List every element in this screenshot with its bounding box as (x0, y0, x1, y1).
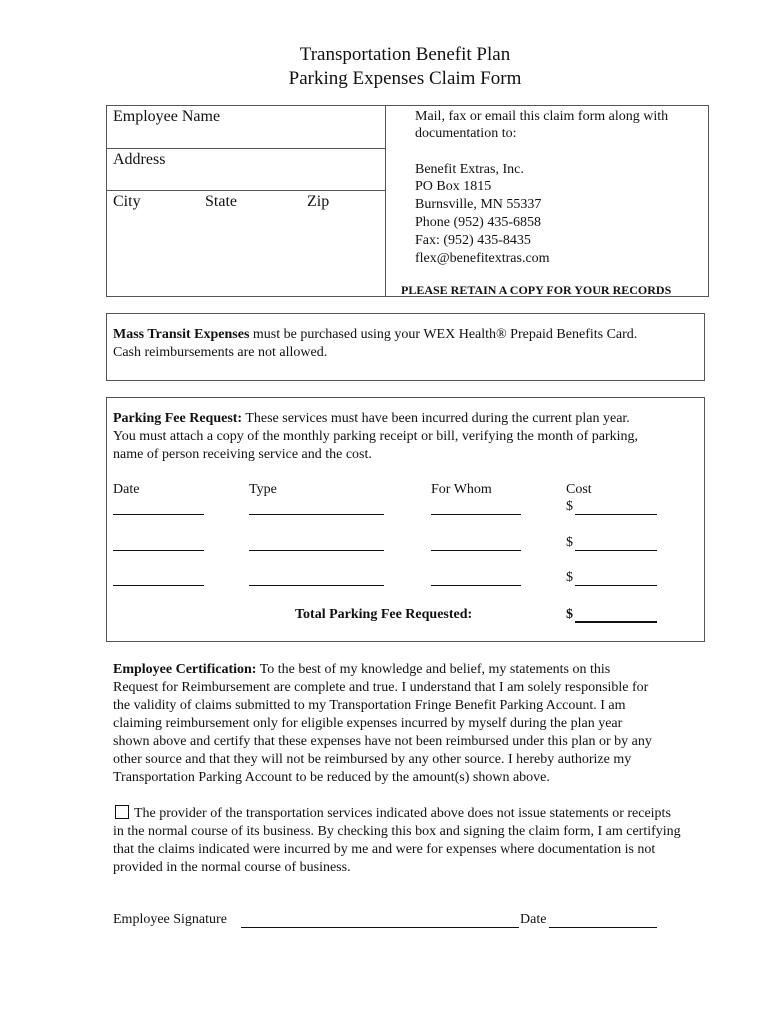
provider-line: in the normal course of its business. By checking this box and signing the claim form, I am certifying (113, 824, 681, 839)
parking-fee-text (113, 410, 703, 464)
cost-input-1[interactable] (575, 514, 657, 515)
mass-transit-line2: Cash reimbursements are not allowed. (113, 345, 328, 360)
certification-heading: Employee Certification: (113, 662, 257, 677)
date-input-2[interactable] (113, 550, 204, 551)
cert-line: claiming reimbursement only for eligible expenses incurred by myself during the plan year (113, 716, 623, 731)
parking-line3: name of person receiving service and the cost. (113, 447, 372, 462)
certification-text (113, 661, 753, 787)
currency-symbol: $ (566, 535, 573, 550)
mass-transit-heading: Mass Transit Expenses (113, 327, 250, 342)
address-field[interactable]: Address (113, 151, 166, 168)
total-input[interactable] (575, 621, 657, 623)
parking-fee-heading: Parking Fee Request: (113, 411, 243, 426)
currency-symbol: $ (566, 499, 573, 514)
company-name: Benefit Extras, Inc. (415, 162, 524, 177)
currency-symbol: $ (566, 607, 573, 622)
type-input-2[interactable] (249, 550, 384, 551)
for-whom-input-3[interactable] (431, 585, 521, 586)
total-label: Total Parking Fee Requested: (295, 607, 473, 622)
city-field[interactable]: City (113, 193, 141, 210)
cert-line: the validity of claims submitted to my Transportation Fringe Benefit Parking Account. I am (113, 698, 626, 713)
date-input-3[interactable] (113, 585, 204, 586)
form-subtitle: Parking Expenses Claim Form (288, 68, 522, 89)
fax: Fax: (952) 435-8435 (415, 233, 531, 248)
for-whom-input-1[interactable] (431, 514, 521, 515)
retain-notice: PLEASE RETAIN A COPY FOR YOUR RECORDS (401, 283, 672, 297)
po-box: PO Box 1815 (415, 179, 492, 194)
signature-label: Employee Signature (113, 912, 227, 927)
mail-instructions-2: documentation to: (415, 126, 517, 141)
form-title: Transportation Benefit Plan (299, 44, 511, 65)
mail-instructions: Mail, fax or email this claim form along with (415, 109, 669, 124)
employee-name-field[interactable]: Employee Name (113, 108, 221, 125)
contact-divider (385, 105, 386, 297)
cert-line: shown above and certify that these expenses have not been reimbursed under this plan or by any (113, 734, 652, 749)
row-divider (106, 190, 385, 191)
col-cost-header: Cost (566, 482, 592, 497)
cert-line: To the best of my knowledge and belief, my statements on this (256, 662, 611, 677)
state-field[interactable]: State (205, 193, 237, 210)
mass-transit-text (113, 326, 703, 362)
signature-input[interactable] (241, 927, 519, 928)
parking-line1: These services must have been incurred during the current plan year. (242, 411, 630, 426)
col-date-header: Date (113, 482, 140, 497)
currency-symbol: $ (566, 570, 573, 585)
col-type-header: Type (249, 482, 277, 497)
email-link[interactable]: flex@benefitextras.com (415, 251, 550, 266)
provider-checkbox[interactable] (115, 805, 129, 819)
contact-box (106, 105, 709, 297)
cert-line: other source and that they will not be reimbursed by any other source. I hereby authorize my (113, 752, 632, 767)
type-input-1[interactable] (249, 514, 384, 515)
city-state-zip: Burnsville, MN 55337 (415, 197, 542, 212)
cert-line: Transportation Parking Account to be reduced by the amount(s) shown above. (113, 770, 550, 785)
provider-line: that the claims indicated were incurred by me and were for expenses where documentation is not (113, 842, 656, 857)
cert-line: Request for Reimbursement are complete and true. I understand that I am solely responsible for (113, 680, 649, 695)
type-input-3[interactable] (249, 585, 384, 586)
date-input-1[interactable] (113, 514, 204, 515)
zip-field[interactable]: Zip (307, 193, 330, 210)
cost-input-2[interactable] (575, 550, 657, 551)
mass-transit-line1: must be purchased using your WEX Health® Prepaid Benefits Card. (249, 327, 638, 342)
date-label: Date (520, 912, 547, 927)
col-for-whom-header: For Whom (431, 482, 492, 497)
provider-text (113, 823, 753, 877)
phone: Phone (952) 435-6858 (415, 215, 541, 230)
cost-input-3[interactable] (575, 585, 657, 586)
parking-line2: You must attach a copy of the monthly parking receipt or bill, verifying the month of parking, (113, 429, 639, 444)
signature-date-input[interactable] (549, 927, 657, 928)
provider-line: provided in the normal course of business. (113, 860, 351, 875)
row-divider (106, 148, 385, 149)
for-whom-input-2[interactable] (431, 550, 521, 551)
provider-line1: The provider of the transportation services indicated above does not issue statements or receipts (134, 806, 671, 821)
